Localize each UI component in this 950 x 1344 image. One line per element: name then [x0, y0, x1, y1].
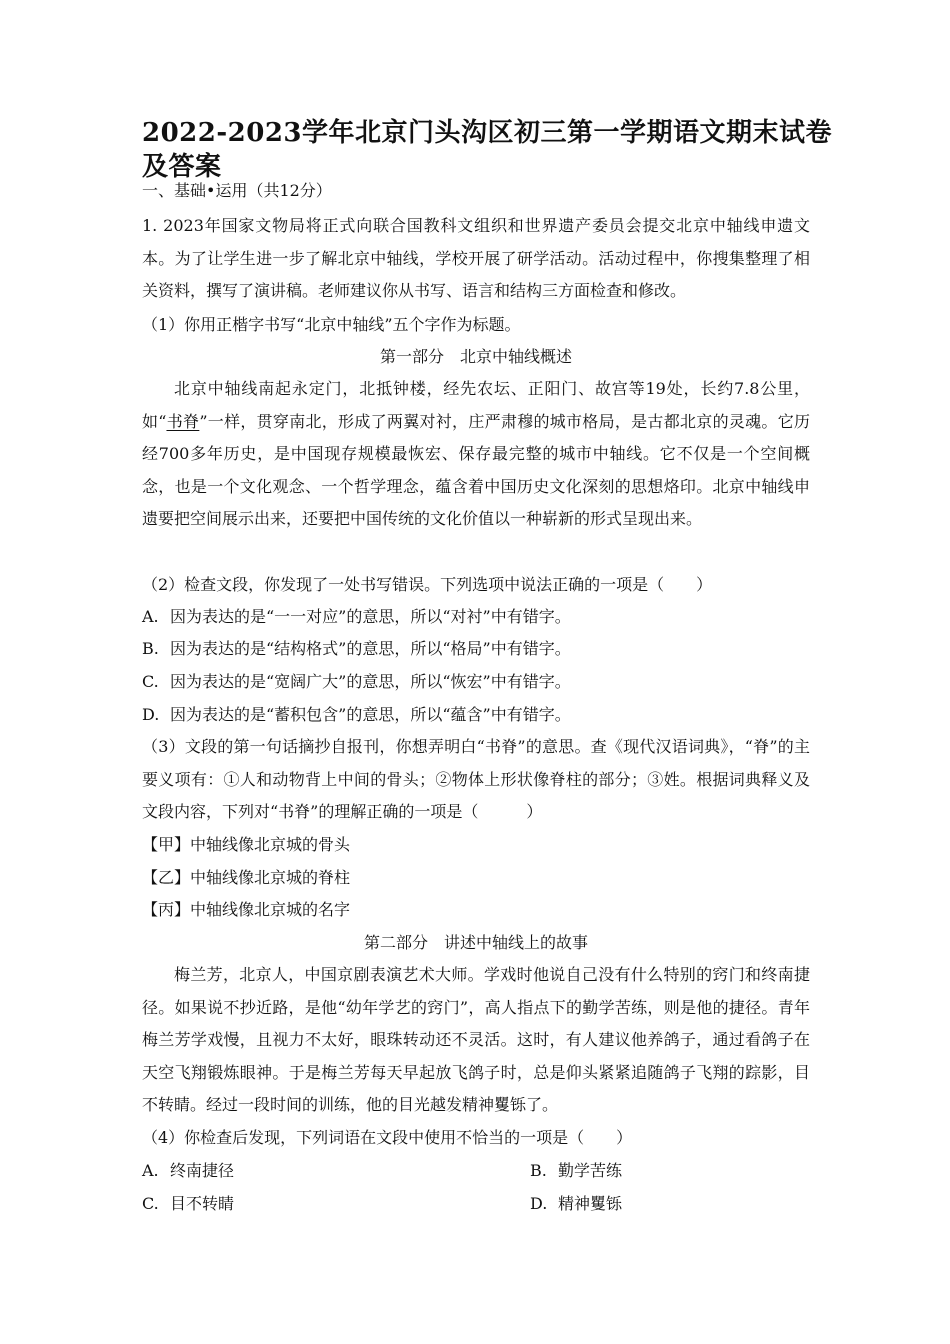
passage-text-after: ”一样，贯穿南北，形成了两翼对衬，庄严肃穆的城市格局，是古都北京的灵魂。它历经700多年历史，是中国现存规模最恢宏、保存最完整的城市中轴线。它不仅是一个空间概念，也是一个文化观念、一个哲学理念，蕴含着中国历史文化深刻的思想烙印。北京中轴线申遗要把空间展示出来，还要把中国传统的文化价值以一种崭新的形式呈现出来。: [142, 411, 810, 529]
option-b: [530, 1160, 622, 1182]
choice-bing: 【丙】中轴线像北京城的名字: [142, 900, 351, 919]
choice-yi: 【乙】中轴线像北京城的脊柱: [142, 868, 351, 887]
section-heading: 一、基础•运用（共12分）: [142, 181, 332, 200]
option-text: 目不转睛: [170, 1194, 235, 1213]
option-text: 因为表达的是“结构格式”的意思，所以“格局”中有错字。: [170, 639, 571, 658]
option-label: C.: [142, 672, 159, 691]
option-label: B.: [530, 1161, 547, 1180]
option-label: D.: [142, 705, 160, 724]
option-a: [142, 1160, 234, 1182]
option-d: [530, 1193, 622, 1215]
option-c: [142, 1193, 234, 1215]
part-2-passage: 梅兰芳，北京人，中国京剧表演艺术大师。学戏时他说自己没有什么特别的窍门和终南捷径。如果说不抄近路，是他“幼年学艺的窍门”，高人指点下的勤学苦练，则是他的捷径。青年梅兰芳学戏慢，且视力不太好，眼珠转动还不灵活。这时，有人建议他养鸽子，通过看鸽子在天空飞翔锻炼眼神。于是梅兰芳每天早起放飞鸽子时，总是仰头紧紧追随鸽子飞翔的踪影，目不转睛。经过一段时间的训练，他的目光越发精神矍铄了。: [142, 965, 810, 1115]
choice-jia: 【甲】中轴线像北京城的骨头: [142, 835, 351, 854]
option-d: [142, 704, 571, 726]
underlined-word: 书脊: [166, 411, 200, 431]
option-text: 勤学苦练: [558, 1161, 623, 1180]
passage-text-before: 北京中轴线南起永定门，北抵钟楼，经先农坛、正阳门、故宫等19处，长约7.8公里，如“: [142, 379, 810, 431]
part-1-heading: 第一部分 北京中轴线概述: [379, 347, 572, 366]
option-label: A.: [142, 607, 159, 626]
option-text: 因为表达的是“一一对应”的意思，所以“对衬”中有错字。: [170, 607, 571, 626]
option-text: 终南捷径: [170, 1161, 235, 1180]
option-a: [142, 606, 571, 628]
question-1-3: （3）文段的第一句话摘抄自报刊，你想弄明白“书脊”的意思。查《现代汉语词典》，“脊”的主要义项有：①人和动物背上中间的骨头；②物体上形状像脊柱的部分；③姓。根据词典释义及文段内容，下列对“书脊”的理解正确的一项是（ ）: [142, 737, 810, 822]
question-1-intro: 1. 2023年国家文物局将正式向联合国教科文组织和世界遗产委员会提交北京中轴线申遗文本。为了让学生进一步了解北京中轴线，学校开展了研学活动。活动过程中，你搜集整理了相关资料，撰写了演讲稿。老师建议你从书写、语言和结构三方面检查和修改。: [142, 216, 810, 301]
part-1-passage: [142, 373, 810, 536]
option-text: 因为表达的是“宽阔广大”的意思，所以“恢宏”中有错字。: [170, 672, 571, 691]
question-1-2: （2）检查文段，你发现了一处书写错误。下列选项中说法正确的一项是（ ）: [142, 575, 713, 594]
question-1-4: （4）你检查后发现，下列词语在文段中使用不恰当的一项是（ ）: [142, 1128, 633, 1147]
option-text: 因为表达的是“蓄积包含”的意思，所以“蕴含”中有错字。: [170, 705, 571, 724]
option-label: A.: [142, 1161, 159, 1180]
option-label: B.: [142, 639, 159, 658]
page-title: 2022-2023学年北京门头沟区初三第一学期语文期末试卷及答案: [142, 118, 833, 182]
part-2-heading: 第二部分 讲述中轴线上的故事: [363, 933, 588, 952]
option-label: C.: [142, 1194, 159, 1213]
question-1-1: （1）你用正楷字书写“北京中轴线”五个字作为标题。: [142, 315, 521, 334]
option-label: D.: [530, 1194, 548, 1213]
option-text: 精神矍铄: [558, 1194, 623, 1213]
option-c: [142, 671, 571, 693]
option-b: [142, 638, 571, 660]
